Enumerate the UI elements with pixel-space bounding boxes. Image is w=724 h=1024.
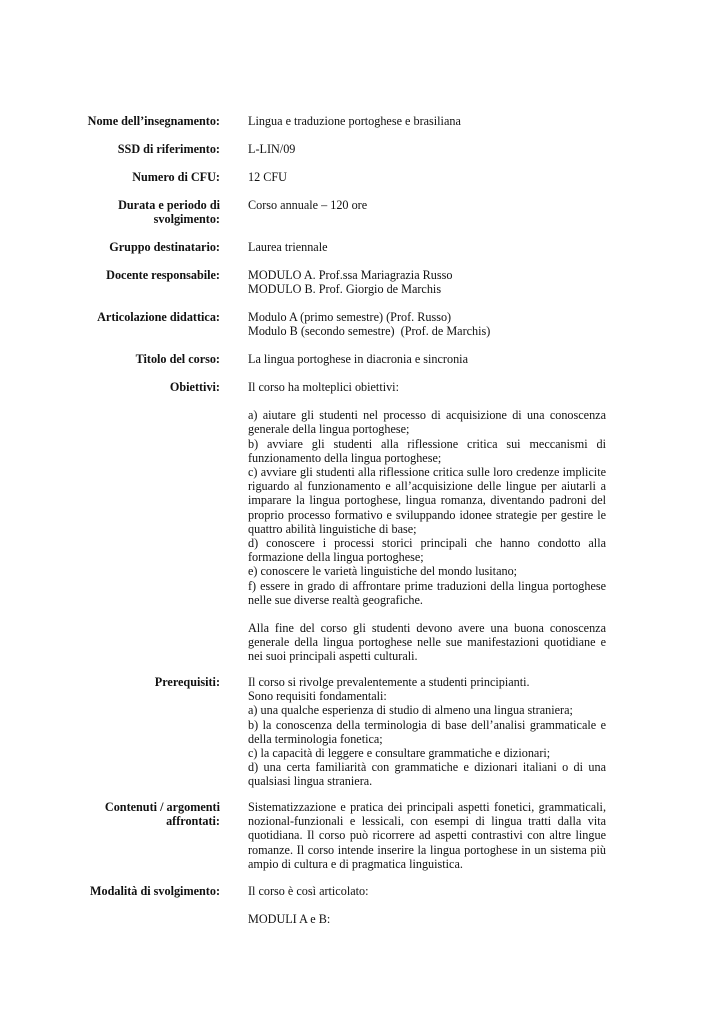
- teacher-line-2: MODULO B. Prof. Giorgio de Marchis: [248, 282, 442, 297]
- didactic-structure-line-1: Modulo A (primo semestre) (Prof. Russo): [248, 310, 452, 324]
- objective-line: formazione della lingua portoghese;: [248, 550, 424, 565]
- objective-line: riguardo al funzionamento e all’acquisizione delle lingue per aiutarli a: [248, 479, 606, 494]
- objective-line: quattro abilità linguistiche di base;: [248, 521, 417, 536]
- course-title-value: La lingua portoghese in diacronia e sincronia: [248, 352, 468, 366]
- objective-line: f) essere in grado di affrontare prime traduzioni della lingua portoghese: [248, 578, 606, 593]
- teacher-value: [248, 268, 606, 296]
- contents-value: [248, 800, 606, 871]
- cfu-value: 12 CFU: [248, 170, 287, 184]
- objectives-conclusion-line: Alla fine del corso gli studenti devono avere una buona conoscenza: [248, 621, 606, 636]
- objective-line: b) avviare gli studenti alla riflessione critica sui meccanismi di: [248, 436, 606, 451]
- prerequisite-line: qualsiasi lingua straniera.: [248, 774, 373, 789]
- teacher-line-1: MODULO A. Prof.ssa Mariagrazia Russo: [248, 268, 453, 282]
- course-name-value: Lingua e traduzione portoghese e brasiliana: [248, 114, 461, 128]
- delivery-mode-modules: MODULI A e B:: [248, 912, 331, 927]
- teacher-label: Docente responsabile:: [106, 268, 220, 282]
- paragraph-gap: [248, 898, 606, 912]
- objective-line: imparare la lingua portoghese, lingua romanza, diventando padroni del: [248, 493, 606, 508]
- contents-line: romanze. Il corso intende inserire la lingua portoghese in un sistema più: [248, 842, 606, 857]
- objectives-intro: Il corso ha molteplici obiettivi:: [248, 380, 399, 394]
- objective-line: proprio processo formativo e sviluppando idonee strategie per gestire le: [248, 507, 606, 522]
- prerequisite-line: Il corso si rivolge prevalentemente a studenti principianti.: [248, 675, 530, 689]
- objective-line: funzionamento della lingua portoghese;: [248, 450, 442, 465]
- objectives-conclusion-line: nei suoi principali aspetti culturali.: [248, 649, 418, 664]
- prerequisite-line: a) una qualche esperienza di studio di almeno una lingua straniera;: [248, 703, 573, 718]
- ssd-value: L-LIN/09: [248, 142, 296, 156]
- contents-line: quotidiana. Il corso può ricorrere ad aspetti contrastivi con altre lingue: [248, 828, 606, 843]
- objective-line: e) conoscere le varietà linguistiche del mondo lusitano;: [248, 564, 518, 579]
- duration-value: Corso annuale – 120 ore: [248, 198, 368, 212]
- duration-label-line2: svolgimento:: [153, 212, 220, 227]
- objective-line: a) aiutare gli studenti nel processo di acquisizione di una conoscenza: [248, 408, 606, 423]
- prerequisite-line: d) una certa familiarità con grammatiche e dizionari italiani o di una: [248, 760, 606, 775]
- cfu-label: Numero di CFU:: [132, 170, 220, 184]
- didactic-structure-value: [248, 310, 606, 338]
- contents-label-line2: affrontati:: [166, 814, 220, 829]
- objective-line: generale della lingua portoghese;: [248, 422, 410, 437]
- duration-label-line1: Durata e periodo di: [118, 198, 220, 212]
- contents-line: nozional-funzionali e lessicali, con esempi di lingua tratti dalla vita: [248, 814, 606, 829]
- delivery-mode-value: [248, 884, 606, 926]
- objective-line: d) conoscere i processi storici principali che hanno condotto alla: [248, 536, 606, 551]
- objective-line: c) avviare gli studenti alla riflessione critica sulle loro credenze implicite: [248, 465, 606, 480]
- course-name-label: Nome dell’insegnamento:: [87, 114, 220, 128]
- objectives-value: [248, 380, 606, 664]
- course-title-label: Titolo del corso:: [135, 352, 220, 366]
- didactic-structure-label: Articolazione didattica:: [97, 310, 220, 324]
- prerequisite-line: Sono requisiti fondamentali:: [248, 689, 387, 704]
- objective-line: nelle sue diverse realtà geografiche.: [248, 592, 423, 607]
- contents-line: Sistematizzazione e pratica dei principali aspetti fonetici, grammaticali,: [248, 800, 606, 814]
- paragraph-gap: [248, 394, 606, 408]
- duration-label: [84, 198, 220, 226]
- target-group-value: Laurea triennale: [248, 240, 328, 254]
- delivery-mode-intro: Il corso è così articolato:: [248, 884, 369, 898]
- didactic-structure-line-2: Modulo B (secondo semestre) (Prof. de Marchis): [248, 324, 491, 339]
- prerequisites-label: Prerequisiti:: [154, 675, 220, 689]
- prerequisites-value: [248, 675, 606, 789]
- delivery-mode-label: Modalità di svolgimento:: [90, 884, 220, 898]
- prerequisite-line: c) la capacità di leggere e consultare grammatiche e dizionari;: [248, 746, 551, 761]
- prerequisite-line: b) la conoscenza della terminologia di base dell’analisi grammaticale e: [248, 717, 606, 732]
- contents-label: [84, 800, 220, 828]
- contents-label-line1: Contenuti / argomenti: [104, 800, 220, 814]
- prerequisite-line: della terminologia fonetica;: [248, 731, 383, 746]
- target-group-label: Gruppo destinatario:: [109, 240, 220, 254]
- ssd-label: SSD di riferimento:: [117, 142, 220, 156]
- contents-line: ampio di cultura e di pragmatica linguistica.: [248, 856, 463, 871]
- paragraph-gap: [248, 607, 606, 621]
- objectives-label: Obiettivi:: [169, 380, 220, 394]
- objectives-conclusion-line: generale della lingua portoghese nelle sue manifestazioni quotidiane e: [248, 635, 606, 650]
